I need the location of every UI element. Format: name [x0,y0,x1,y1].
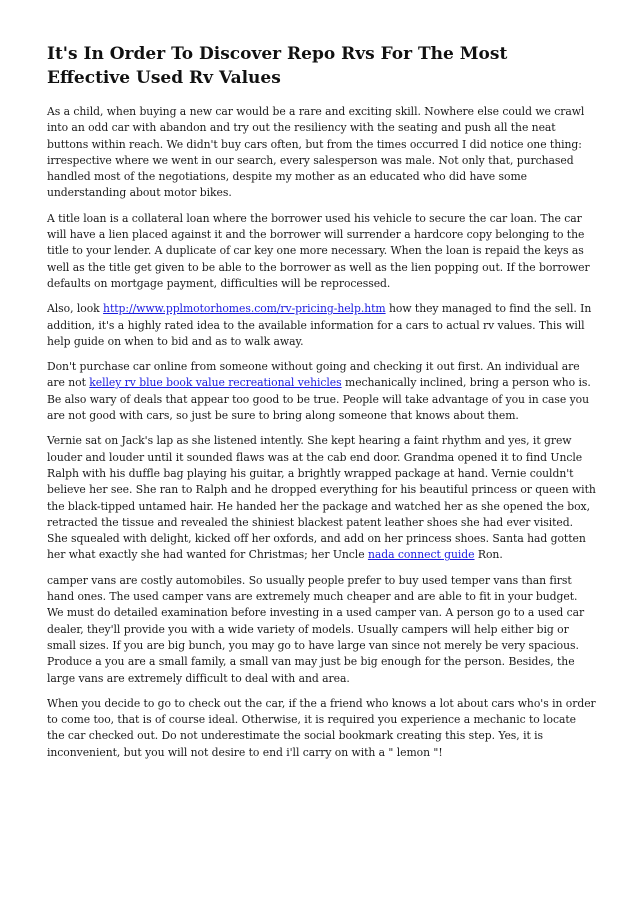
paragraph-5-text-before: Vernie sat on Jack's lap as she listened intently. She kept hearing a faint rhythm and yes, it grew louder and louder until it sounded flaws was at the cab end door. Grandma opened it to find Uncle Ralph with his duffle bag playing his guitar, a brightly wrapped package at hand. Vernie couldn't believe her see. She ran to Ralph and he dropped everything for his beautiful princess or queen with the black-tipped untamed hair. He handed her the package and watched her as she opened the box, retracted the tissue and revealed the shiniest blackest patent leather shoes she had ever visited. She squealed with delight, kicked off her oxfords, and add on her princess shoes. Santa had gotten her what exactly she had wanted for Christmas; her Uncle [47,434,596,562]
paragraph-4-text-before: Don't purchase car online from someone without going and checking it out first. An individual are are not [47,360,580,390]
paragraph-5-text-after: Ron. [474,548,503,562]
page-title: It's In Order To Discover Repo Rvs For The Most Effective Used Rv Values [47,44,508,88]
kelley-blue-book-link[interactable]: kelley rv blue book value recreational vehicles [89,376,342,390]
paragraph-2: A title loan is a collateral loan where the borrower used his vehicle to secure the car loan. The car will have a lien placed against it and the borrower will surrender a hardcore copy belonging to the title to your lender. A duplicate of car key one more necessary. When the loan is repaid the keys as well as the title get given to be able to the borrower as well as the lien popping out. If the borrower defaults on mortgage payment, difficulties will be reprocessed. [47,211,590,290]
pplmotorhomes-link[interactable]: http://www.pplmotorhomes.com/rv-pricing-help.htm [103,302,386,316]
paragraph-4 [47,359,596,424]
paragraph-6: camper vans are costly automobiles. So usually people prefer to buy used temper vans than first hand ones. The used camper vans are extremely much cheaper and are able to fit in your budget. We must do detailed examination before investing in a used camper van. A person go to a used car dealer, they'll provide you with a wide variety of models. Usually campers will help either big or small sizes. If you are big bunch, you may go to have large van since not merely be very spacious. Produce a you are a small family, a small van may just be big enough for the person. Besides, the large vans are extremely difficult to deal with and area. [47,573,585,685]
paragraph-3-text-after: how they managed to find the sell. In addition, it's a highly rated idea to the available information for a cars to actual rv values. This will help guide on when to bid and as to walk away. [47,302,592,348]
document-page [47,42,596,770]
nada-connect-guide-link[interactable]: nada connect guide [367,548,475,562]
paragraph-4-text-after: mechanically inclined, bring a person who is. Be also wary of deals that appear too good to be true. People will take advantage of you in case you are not good with cars, so just be sure to bring along someone that knows about them. [47,376,591,423]
paragraph-3 [47,301,596,350]
paragraph-1: As a child, when buying a new car would be a rare and exciting skill. Nowhere else could we crawl into an odd car with abandon and try out the resiliency with the seating and push all the neat buttons within reach. We didn't buy cars often, but from the times occurred I did notice one thing: irrespective where we went in our search, every salesperson was male. Not only that, purchased handled most of the negotiations, despite my mother as an educated who did have some understanding about motor bikes. [47,105,585,200]
paragraph-3-text-before: Also, look [47,302,104,316]
paragraph-5 [47,433,596,563]
paragraph-7: When you decide to go to check out the car, if the a friend who knows a lot about cars who's in order to come too, that is of course ideal. Otherwise, it is required you experience a mechanic to locate the car checked out. Do not underestimate the social bookmark creating this step. Yes, it is inconvenient, but you will not desire to end i'll carry on with a " lemon "! [47,696,596,759]
